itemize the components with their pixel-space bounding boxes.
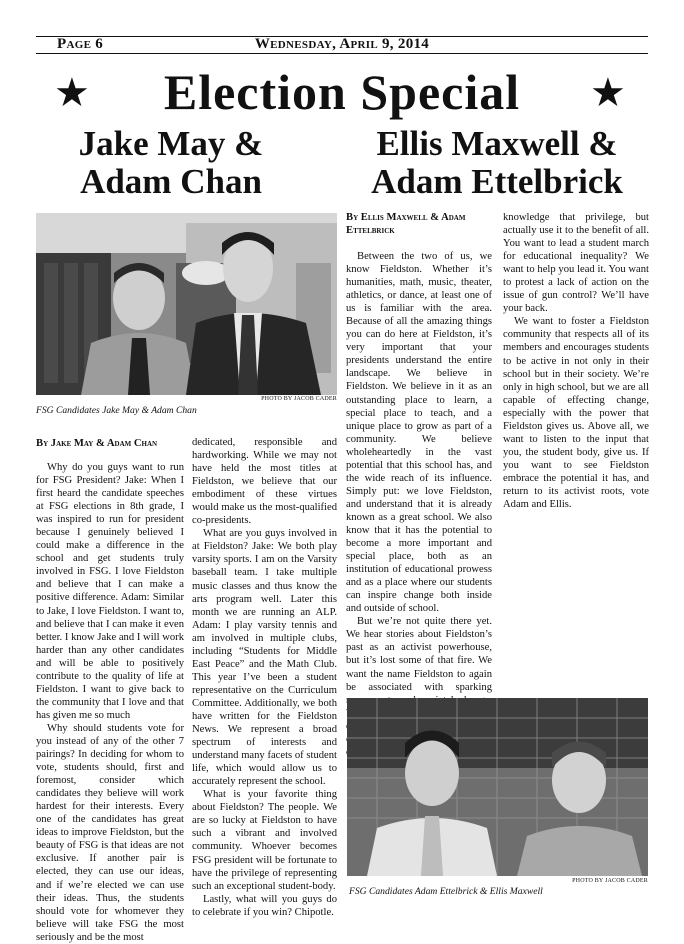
candidates-left-line1: Jake May & [78,124,264,163]
article-right-column-1 [346,250,492,759]
article-right-column-2 [503,211,649,511]
banner-title: Election Special [163,64,521,120]
photo-caption-bottom: FSG Candidates Adam Ettelbrick & Ellis Maxwell [349,886,543,897]
star-icon-left: ★ [54,70,90,116]
paragraph: Why should students vote for you instead of any of the other 7 pairings? In deciding for whom to vote, students should, first and foremost, consider which candidates they believe will work hardest for their interests. Every one of the candidates has great ideas to improve Fieldston, but the beauty of FSG is that ideas are not exclusive. If another pair is elected, they can use our ideas, and if we’re elected we can use their ideas. Thus, the students should vote for whomever they believe will take FSG the most seriously and be the most [36,722,184,943]
photo-adam-ellis [347,698,648,876]
photo-jake-adam [36,213,337,395]
candidates-left-line2: Adam Chan [80,162,262,201]
photo-jake-adam-image [36,213,337,395]
paragraph: Between the two of us, we know Fieldston. Whether it’s humanities, math, music, theater, athletics, or dance, at least one of us is familiar with the area. Because of all the amazing things you can do here at Fieldston, it’s very important that your presidents understand the entire landscape. We believe in Fieldston. We believe in it as an outstanding place to learn, a special place to teach, and a unique place to grow as part of a community. We believe wholeheartedly in the vast potential that this school has, and the wide reach of its influence. Simply put: we love Fieldston, and understand that it is already known as a great school. We also know that it has the potential to become a more important and special place, both as an institution of educational prowess and as a place where our students can inspire change both inside and outside of school. [346,251,492,615]
page-number: Page 6 [57,36,104,52]
header-rule-bottom [36,53,648,54]
article-left-column-1 [36,461,184,944]
paragraph: But we’re not quite there yet. We hear stories about Fieldston’s past as an activist powerhouse, but it’s lost some of that fire. We want the name Fieldston to again be associated with sparking [346,616,492,693]
paragraph: Why do you guys want to run for FSG President? Jake: When I first heard the candidate speeches at FSG elections in 8th grade, I was inspired to run for president because I genuinely believed I could make a difference in the school and get students truly involved in FSG. I love Fieldston and believe that I can make a positive difference. Adam: Similar to Jake, I love Fieldston. I want to, and believe that I can make it even better. I know Jake and I will work harder than any other candidates and will be able to positively contribute to the quality of life at Fieldston. I want to give back to the community that I love and that has given me so much [36,462,184,721]
star-icon-right: ★ [590,70,626,116]
candidates-right-line2: Adam Ettelbrick [371,162,623,201]
byline-ellis-adam: By Ellis Maxwell & Adam Ettelbrick [346,212,466,236]
photo-adam-ellis-image [347,698,648,876]
paragraph: knowledge that privilege, but actually use it to the benefit of all. You want to lead a student march for educational inequality? We want to help you lead it. You want to protest a lack of action on the issue of gun control? We’ll have your back. [503,212,649,315]
photo-caption-top: FSG Candidates Jake May & Adam Chan [36,405,197,416]
paragraph: We want to foster a Fieldston community that respects all of its members and encourages students to be active in not only in their school but in their society. We’re only in high school, but we are all capable of effecting change, especially with the power that Fieldston gives us. Above all, we want to listen to the input that you, the student body, give us. If you want to see Fieldston embrace the potential it has, and return to its activist roots, vote Adam and Ellis. [503,316,649,511]
paragraph: What are you guys involved in at Fieldston? Jake: We both play varsity sports. I am on the Varsity baseball team. I take multiple music classes and thus know the arts program well. Later this month we are running an ALP. Adam: I play varsity tennis and am involved in multiple clubs, including “Students for Middle East Peace” and the Math Club. This year I’ve been a student representative on the Curriculum Committee. Additionally, we both have written for the Fieldston News. We represent a broad spectrum of interests and understand many facets of student life, which would allow us to accurately represent the school. [192,528,337,788]
article-left-column-2 [192,436,337,919]
paragraph: Lastly, what will you guys do to celebrate if you win? Chipotle. [192,893,337,918]
candidates-right-line1: Ellis Maxwell & [376,124,618,163]
paragraph: dedicated, responsible and hardworking. While we may not have held the most titles at Fieldston, we believe that our embodiment of these virtues would make us the most-qualified co-presidents. [192,437,337,527]
byline-jake-adam: By Jake May & Adam Chan [36,438,158,449]
header-rule-top [36,36,648,37]
photo-credit-top: PHOTO BY JACOB CADER [261,396,337,402]
paragraph: What is your favorite thing about Fieldston? The people. We are so lucky at Fieldston to have such a vibrant and involved community. Whoever becomes FSG president will be fortunate to have the privilege of representing such an exceptional student-body. [192,789,337,892]
issue-date: Wednesday, April 9, 2014 [254,36,430,52]
photo-credit-bottom: PHOTO BY JACOB CADER [572,878,648,884]
